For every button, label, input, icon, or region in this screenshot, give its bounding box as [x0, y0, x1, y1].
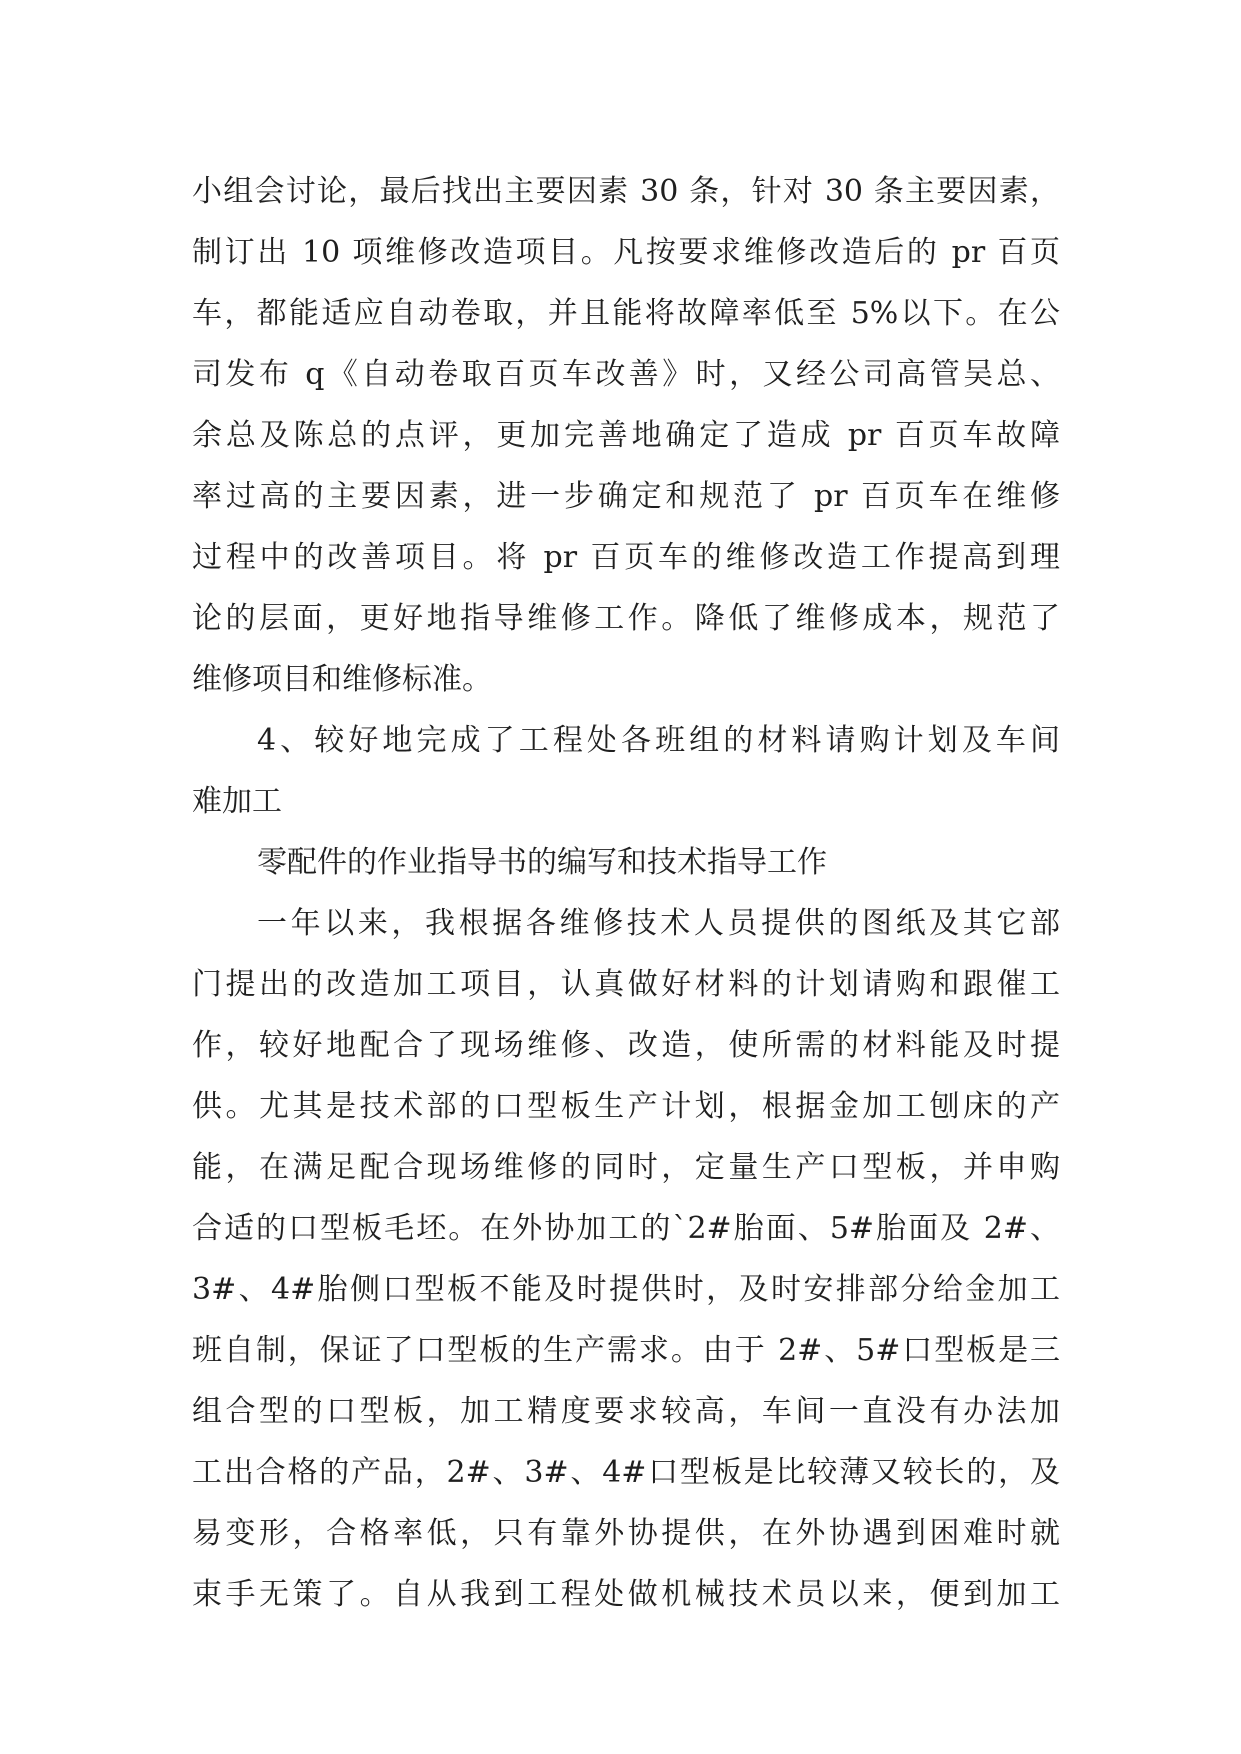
- text-line: 率过高的主要因素，进一步确定和规范了 pr 百页车在维修: [192, 479, 1060, 514]
- paragraph-body: [192, 893, 1060, 1625]
- text-line: 组合型的口型板，加工精度要求较高，车间一直没有办法加: [192, 1394, 1060, 1429]
- text-line: 工出合格的产品，2#、3#、4#口型板是比较薄又较长的，及: [192, 1455, 1060, 1490]
- text-line: 班自制，保证了口型板的生产需求。由于 2#、5#口型板是三: [192, 1333, 1060, 1368]
- text-line: 过程中的改善项目。将 pr 百页车的维修改造工作提高到理: [192, 540, 1060, 575]
- paragraph-subheading: [192, 832, 1060, 893]
- text-line: 4、较好地完成了工程处各班组的材料请购计划及车间: [257, 723, 1060, 758]
- text-line: 3#、4#胎侧口型板不能及时提供时，及时安排部分给金加工: [192, 1272, 1060, 1307]
- text-line: 合适的口型板毛坯。在外协加工的`2#胎面、5#胎面及 2#、: [192, 1211, 1060, 1246]
- text-line: 小组会讨论，最后找出主要因素 30 条，针对 30 条主要因素，: [192, 174, 1060, 209]
- text-line: 供。尤其是技术部的口型板生产计划，根据金加工刨床的产: [192, 1089, 1060, 1124]
- paragraph-item-4-heading: [192, 710, 1060, 832]
- document-body: [192, 161, 1060, 1625]
- text-line: 难加工: [192, 784, 282, 819]
- text-line: 门提出的改造加工项目，认真做好材料的计划请购和跟催工: [192, 967, 1060, 1002]
- paragraph-continuation: [192, 161, 1060, 710]
- text-line: 易变形，合格率低，只有靠外协提供，在外协遇到困难时就: [192, 1516, 1060, 1551]
- text-line: 车，都能适应自动卷取，并且能将故障率低至 5%以下。在公: [192, 296, 1060, 331]
- text-line: 能，在满足配合现场维修的同时，定量生产口型板，并申购: [192, 1150, 1060, 1185]
- text-line: 论的层面，更好地指导维修工作。降低了维修成本，规范了: [192, 601, 1060, 636]
- text-line: 司发布 q《自动卷取百页车改善》时，又经公司高管吴总、: [192, 357, 1060, 392]
- text-line: 制订出 10 项维修改造项目。凡按要求维修改造后的 pr 百页: [192, 235, 1060, 270]
- text-line: 余总及陈总的点评，更加完善地确定了造成 pr 百页车故障: [192, 418, 1060, 453]
- text-line: 作，较好地配合了现场维修、改造，使所需的材料能及时提: [192, 1028, 1060, 1063]
- text-line: 零配件的作业指导书的编写和技术指导工作: [257, 845, 827, 880]
- text-line: 束手无策了。自从我到工程处做机械技术员以来，便到加工: [192, 1577, 1060, 1612]
- text-line: 维修项目和维修标准。: [192, 662, 492, 697]
- text-line: 一年以来，我根据各维修技术人员提供的图纸及其它部: [257, 906, 1060, 941]
